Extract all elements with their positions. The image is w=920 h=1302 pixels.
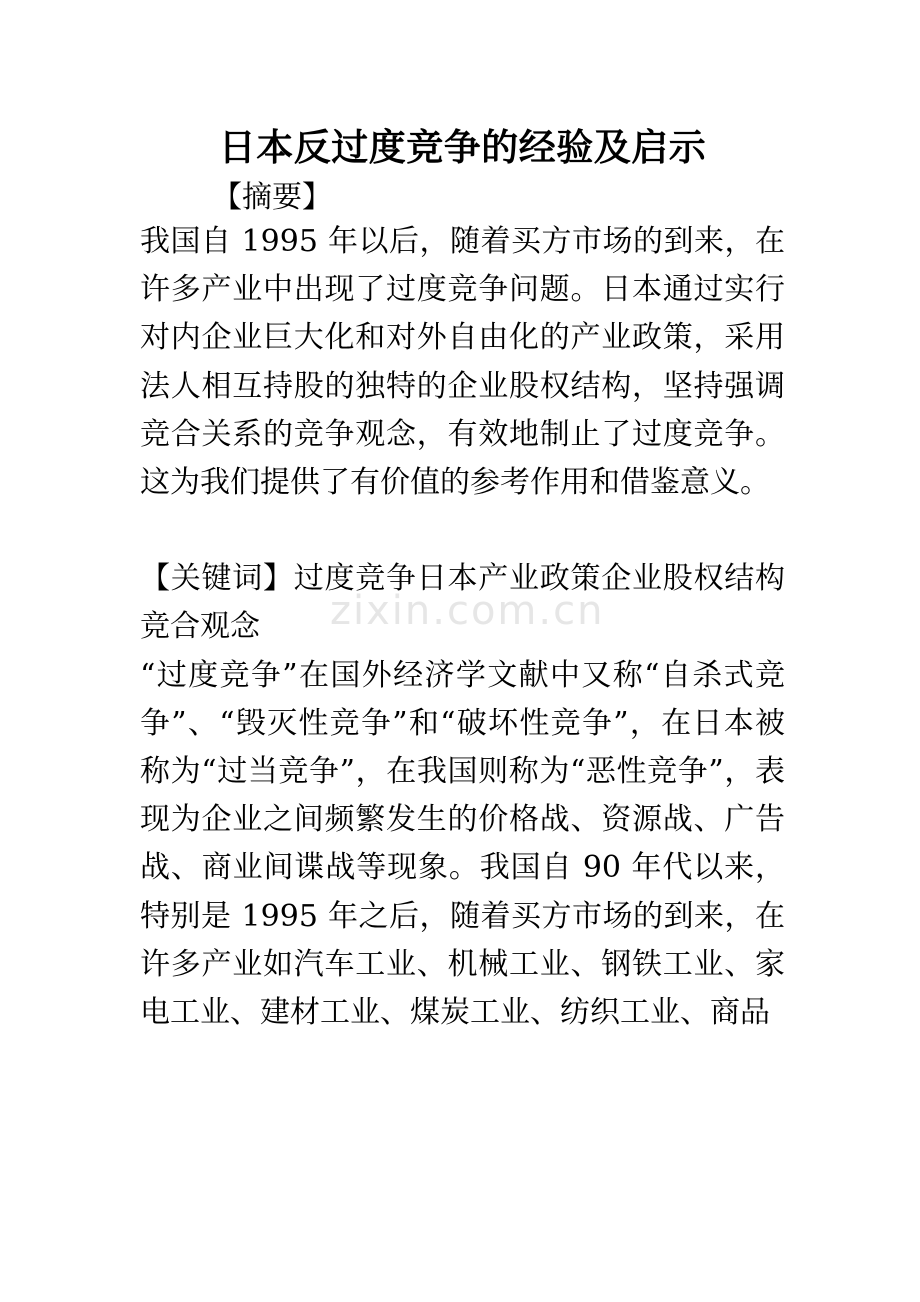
- document-title: 日本反过度竞争的经验及启示: [218, 126, 707, 169]
- body-paragraph: “过度竞争”在国外经济学文献中又称“自杀式竞争”、“毁灭性竞争”和“破坏性竞争”，在日本被称为“过当竞争”，在我国则称为“恶性竞争”，表现为企业之间频繁发生的价格战、资源战、广告战、商业间谍战等现象。我国自 90 年代以来，特别是 1995 年之后，随着买方市场的到来，在许多产业如汽车工业、机械工业、钢铁工业、家电工业、建材工业、煤炭工业、纺织工业、商品: [140, 657, 785, 1031]
- document-page: [140, 118, 785, 1037]
- abstract-heading: 【摘要】: [212, 180, 332, 215]
- watermark: zixin.com.cn: [330, 588, 605, 634]
- abstract-text: 我国自 1995 年以后，随着买方市场的到来，在许多产业中出现了过度竞争问题。日本通过实行对内企业巨大化和对外自由化的产业政策，采用法人相互持股的独特的企业股权结构，坚持强调竞合关系的竞争观念，有效地制止了过度竞争。这为我们提供了有价值的参考作用和借鉴意义。: [140, 224, 785, 501]
- paragraph-gap: [140, 507, 785, 555]
- keywords-text: 【关键词】过度竞争日本产业政策企业股权结构竞合观念: [140, 561, 785, 645]
